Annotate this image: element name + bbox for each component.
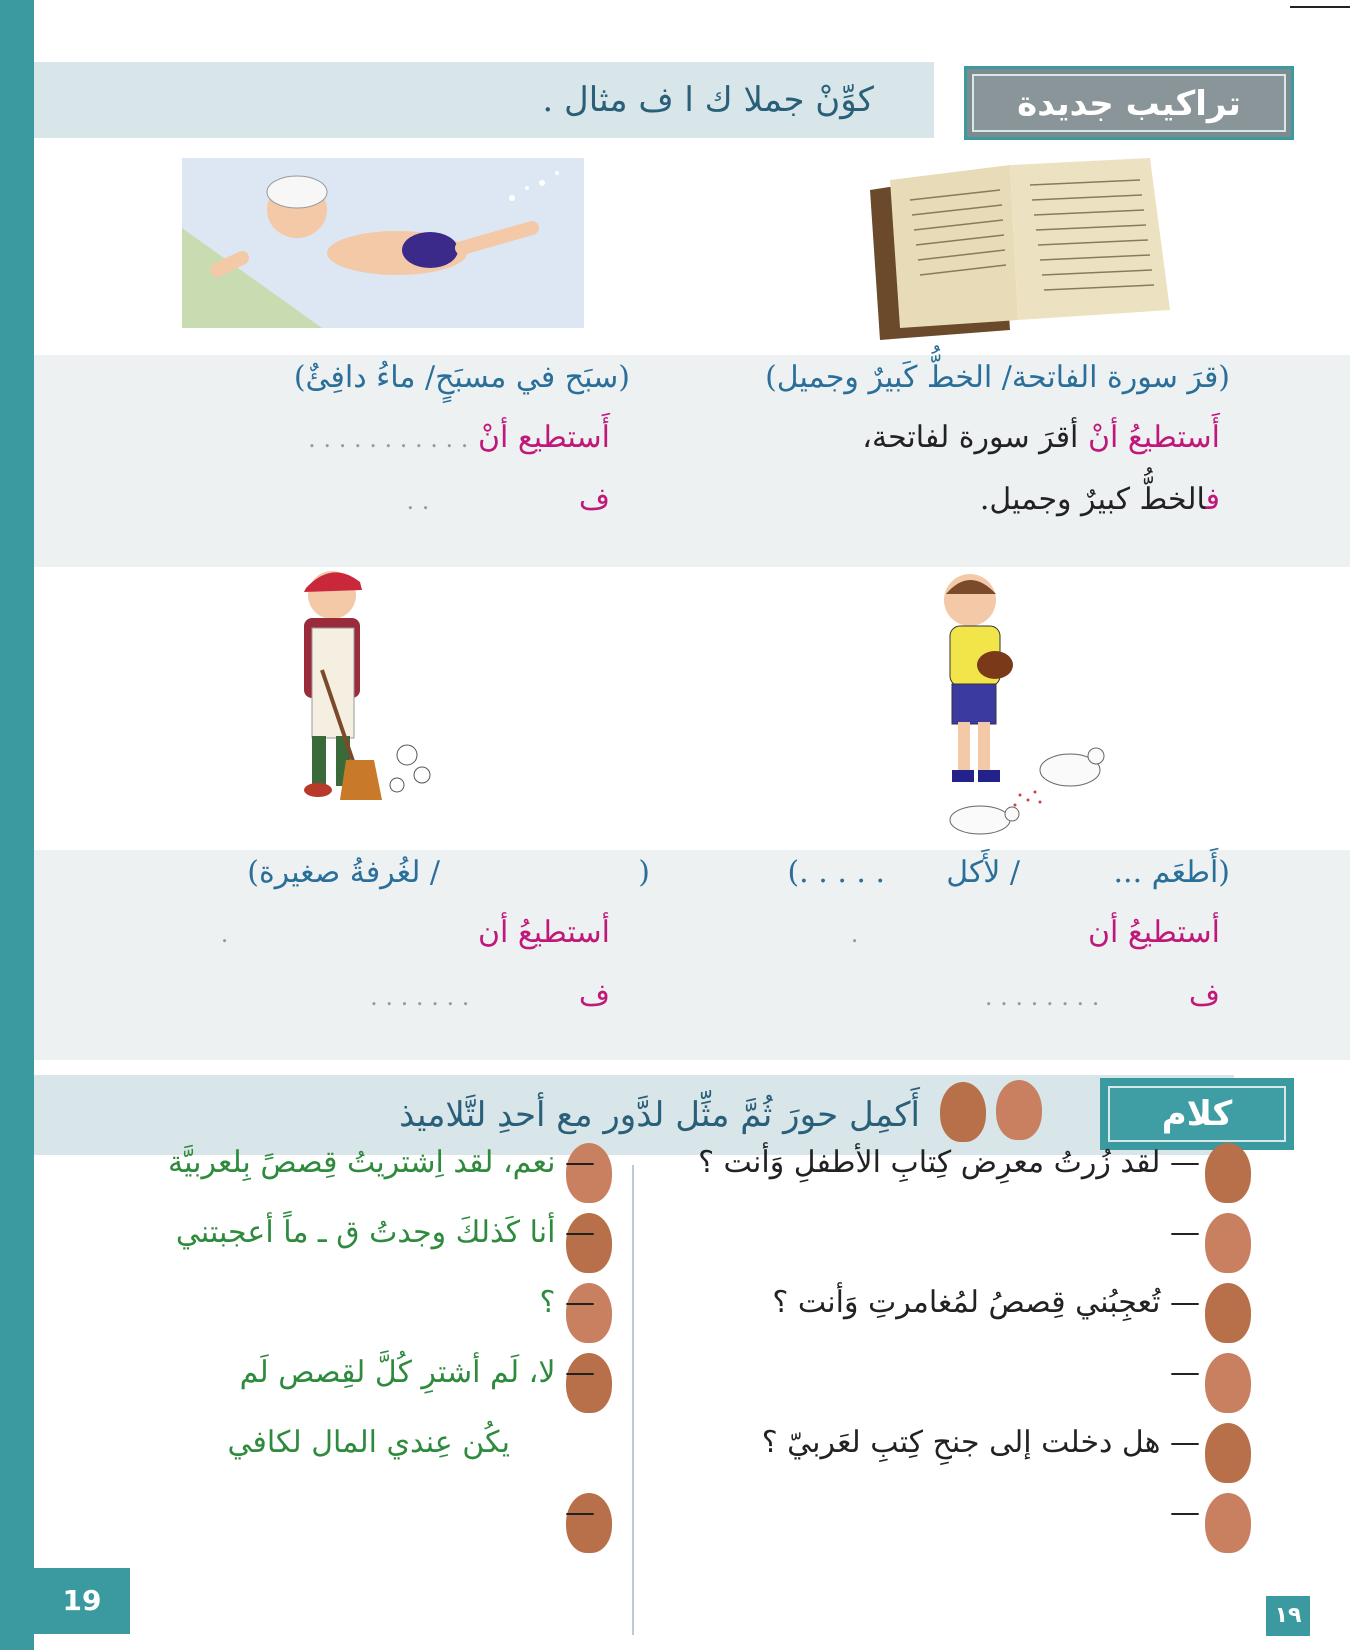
page-number: 19 (34, 1568, 130, 1634)
lead-words: أستطيعُ أن (477, 915, 610, 950)
right-dialogue-line (640, 1215, 1200, 1250)
old-book-illustration (850, 150, 1190, 345)
blank-dots: . . . . . . . . . . . (308, 425, 469, 453)
prompt-feed-b: / لأَكل (946, 855, 1020, 890)
page-number-arabic: ١٩ (1266, 1596, 1310, 1636)
boy-face-icon (940, 1082, 986, 1142)
boy-feeding-chickens-illustration (920, 570, 1120, 845)
dialogue-dash: — (555, 1285, 595, 1320)
speaker-face-icon (1205, 1213, 1251, 1273)
blank-line-3 (700, 915, 1220, 950)
prompt-quran: (قرَ سورة الفاتحة/ الخطُّ كَبيرٌ وجميل) (765, 360, 1230, 395)
girl-face-icon (996, 1080, 1042, 1140)
right-dialogue-line (640, 1145, 1200, 1180)
dialogue-text: ؟ (539, 1285, 556, 1320)
dialogue-dash: — (555, 1355, 595, 1390)
dialogue-text: أنا كَذلكَ وجدتُ ق ـ ماً أعجبتني (175, 1215, 556, 1250)
blank-dots: . . (406, 487, 430, 515)
prompt-sweep-b: / لغُرفةُ صغيرة) (247, 855, 440, 890)
dialogue-instruction: أَكمِل حورَ ثُمَّ مثِّل لدَّور مع أحدِ لتَّلاميذ (399, 1095, 920, 1135)
dialogue-text: لا، لَم أشترِ كُلَّ لقِصص لَم (239, 1355, 556, 1390)
blank-line-6 (90, 978, 610, 1013)
speaker-face-icon (1205, 1493, 1251, 1553)
instruction-text: كوِّنْ جملا ك ا ف مثال . (542, 80, 874, 120)
left-dialogue-line (55, 1495, 595, 1530)
lead-letter: ف (578, 978, 610, 1013)
blank-line-2 (70, 482, 610, 517)
dialogue-text: تُعجِبُني قِصصُ لمُغامرتِ وَأنت ؟ (772, 1285, 1161, 1320)
dialogue-dash: — (1170, 1495, 1200, 1530)
right-dialogue-line (640, 1285, 1200, 1320)
blank-line-4 (660, 978, 1220, 1013)
blank-dots: . . . . . . . . (984, 983, 1100, 1011)
left-dialogue-line (55, 1145, 595, 1180)
lead-letter: ف (578, 482, 610, 517)
section-badge-new-structures (964, 66, 1294, 140)
dialogue-text: لقد زُرتُ معرِض كِتابِ الأطفلِ وَأنت ؟ (698, 1145, 1161, 1180)
prompt-swim: (سبَح في مسبَحٍ/ ماءُ دافِئٌ) (293, 360, 630, 395)
dialogue-dash: — (565, 1495, 595, 1530)
corner-rule (1290, 6, 1350, 8)
badge-label: تراكيب جديدة (972, 74, 1286, 132)
dialogue-dash: — (1160, 1285, 1200, 1320)
left-dialogue-line (0, 1425, 510, 1460)
right-dialogue-line (640, 1425, 1200, 1460)
blank-line-1 (70, 420, 610, 455)
dialogue-dash: — (1160, 1145, 1200, 1180)
right-dialogue-line (640, 1495, 1200, 1530)
left-dialogue-line (55, 1355, 595, 1390)
speaker-face-icon (1205, 1283, 1251, 1343)
lead-letter: ف (1188, 978, 1220, 1013)
page-spine (0, 0, 34, 1650)
right-dialogue-line (640, 1355, 1200, 1390)
speaker-face-icon (1205, 1143, 1251, 1203)
lead-words: أَستطيع أنْ (477, 420, 610, 455)
blank-line-5 (90, 915, 610, 950)
swimmer-illustration (182, 158, 584, 328)
left-dialogue-line (55, 1285, 595, 1320)
lead-words: أَستطيعُ أنْ (1087, 420, 1220, 455)
dialogue-dash: — (1170, 1355, 1200, 1390)
prompt-sweep-a: ( (638, 855, 650, 890)
speaker-face-icon (1205, 1353, 1251, 1413)
dialogue-text: هل دخلت إلى جنحِ كِتبِ لعَربيّ ؟ (761, 1425, 1161, 1460)
dialogue-dash: — (1160, 1425, 1200, 1460)
section-badge-speaking (1100, 1078, 1294, 1150)
blank-dots: . (220, 920, 229, 948)
answer-text: الخطُّ كبيرٌ وجميل. (979, 482, 1206, 517)
left-dialogue-line (55, 1215, 595, 1250)
badge-label: كلام (1108, 1086, 1286, 1142)
girl-sweeping-illustration (282, 560, 452, 840)
dialogue-text: يكُن عِندي المال لكافي (227, 1425, 510, 1460)
prompt-feed-a: (أَطعَم ... (1113, 855, 1230, 890)
lead-words: أستطيعُ أن (1087, 915, 1220, 950)
dialogue-dash: — (555, 1145, 595, 1180)
dialogue-dash: — (555, 1215, 595, 1250)
lead-letter: ف (1205, 482, 1220, 517)
blank-dots: . (850, 920, 859, 948)
answer-line-1 (700, 420, 1220, 455)
answer-text: أقرَ سورة لفاتحة، (862, 420, 1079, 455)
blank-dots: . . . . . . . (370, 983, 470, 1011)
speaker-face-icon (1205, 1423, 1251, 1483)
column-divider (632, 1165, 634, 1635)
dialogue-text: نعم، لقد اِشتريتُ قِصصً بِلعربيَّة (167, 1145, 556, 1180)
dialogue-dash: — (1170, 1215, 1200, 1250)
prompt-feed-c: . . . . .) (787, 855, 885, 890)
answer-line-2 (700, 482, 1220, 517)
